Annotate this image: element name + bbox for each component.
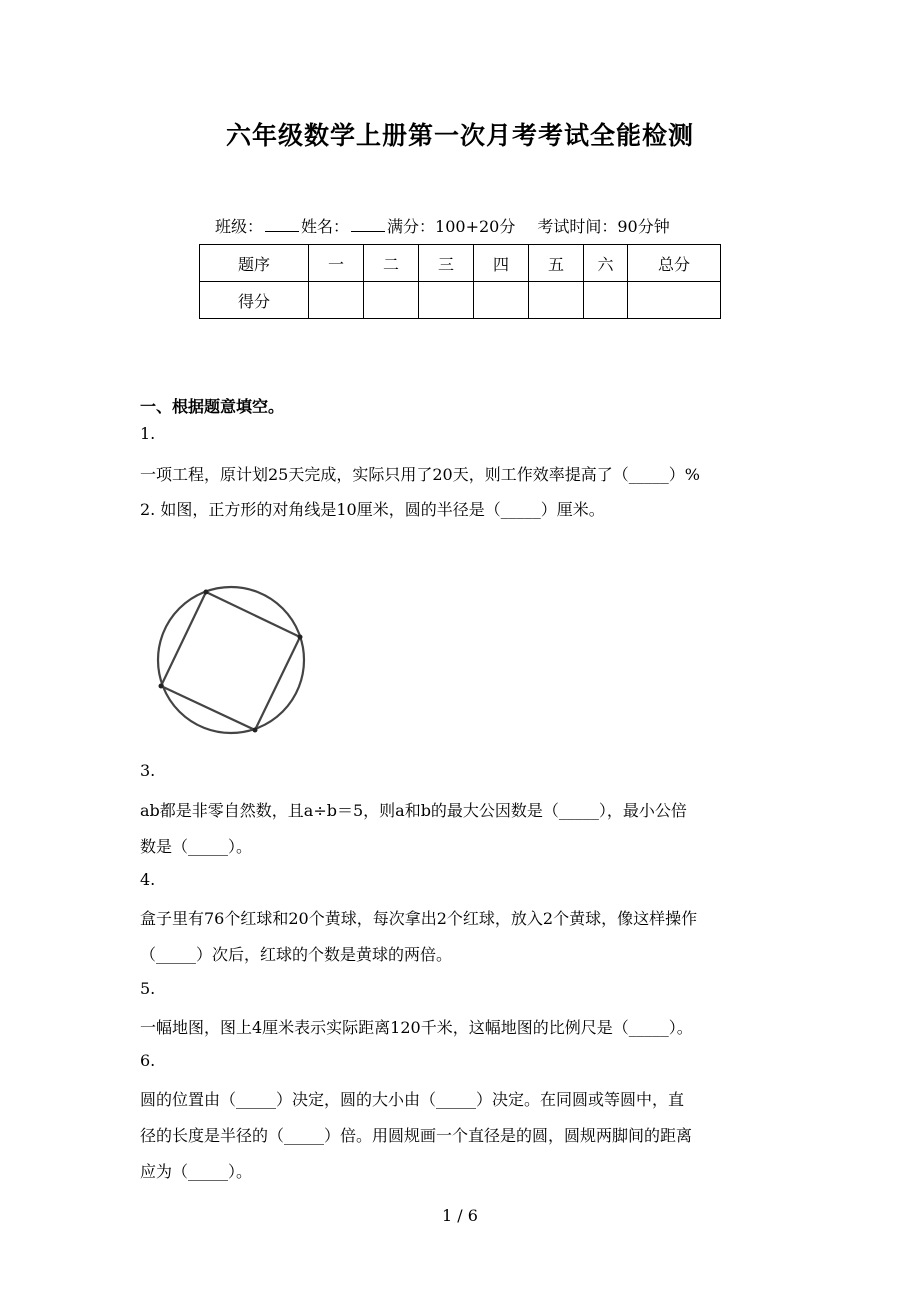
score-cell[interactable] — [474, 282, 529, 319]
page-number: 1 / 6 — [442, 1206, 478, 1225]
score-cell[interactable] — [529, 282, 584, 319]
question-text: 数是（_____）。 — [140, 837, 253, 856]
exam-info — [215, 214, 670, 237]
question-text: （_____）次后，红球的个数是黄球的两倍。 — [140, 945, 453, 964]
table-cell: 五 — [529, 245, 584, 282]
class-blank — [265, 217, 299, 232]
circle-shape — [158, 587, 304, 733]
question-number: 3. — [140, 761, 156, 780]
class-label: 班级： — [215, 217, 264, 236]
question-text: 盒子里有76个红球和20个黄球，每次拿出2个红球，放入2个黄球，像这样操作 — [140, 909, 698, 928]
table-cell: 一 — [309, 245, 364, 282]
question-number: 1. — [140, 424, 156, 443]
score-cell[interactable] — [628, 282, 721, 319]
question-number: 6. — [140, 1051, 156, 1070]
score-cell[interactable] — [364, 282, 419, 319]
page-title: 六年级数学上册第一次月考考试全能检测 — [225, 121, 694, 150]
table-cell: 得分 — [200, 282, 309, 319]
question-number: 4. — [140, 870, 156, 889]
table-cell: 题序 — [200, 245, 309, 282]
table-cell: 六 — [584, 245, 628, 282]
question-text: 圆的位置由（_____）决定，圆的大小由（_____）决定。在同圆或等圆中，直 — [140, 1090, 685, 1109]
exam-time: 考试时间：90分钟 — [537, 217, 670, 236]
question-text: 径的长度是半径的（_____）倍。用圆规画一个直径是的圆，圆规两脚间的距离 — [140, 1126, 693, 1145]
question-text: 应为（_____）。 — [140, 1162, 253, 1181]
table-row — [200, 245, 721, 282]
question-text: 2. 如图，正方形的对角线是10厘米，圆的半径是（_____）厘米。 — [140, 500, 605, 519]
table-row — [200, 282, 721, 319]
circle-square-figure — [150, 580, 315, 740]
score-cell[interactable] — [584, 282, 628, 319]
score-table — [199, 244, 721, 319]
full-score: 满分：100+20分 — [387, 217, 516, 236]
square-shape — [161, 592, 300, 730]
name-blank — [351, 217, 385, 232]
score-cell[interactable] — [309, 282, 364, 319]
question-text: 一幅地图，图上4厘米表示实际距离120千米，这幅地图的比例尺是（_____）。 — [140, 1018, 693, 1037]
question-number: 5. — [140, 979, 156, 998]
score-cell[interactable] — [419, 282, 474, 319]
name-label: 姓名： — [301, 217, 350, 236]
table-cell: 四 — [474, 245, 529, 282]
section-heading: 一、根据题意填空。 — [140, 397, 285, 416]
table-cell: 三 — [419, 245, 474, 282]
question-text: 一项工程，原计划25天完成，实际只用了20天，则工作效率提高了（_____）% — [140, 465, 700, 484]
question-text: ab都是非零自然数，且a÷b＝5，则a和b的最大公因数是（_____），最小公倍 — [140, 801, 687, 820]
table-cell: 二 — [364, 245, 419, 282]
table-cell: 总分 — [628, 245, 721, 282]
